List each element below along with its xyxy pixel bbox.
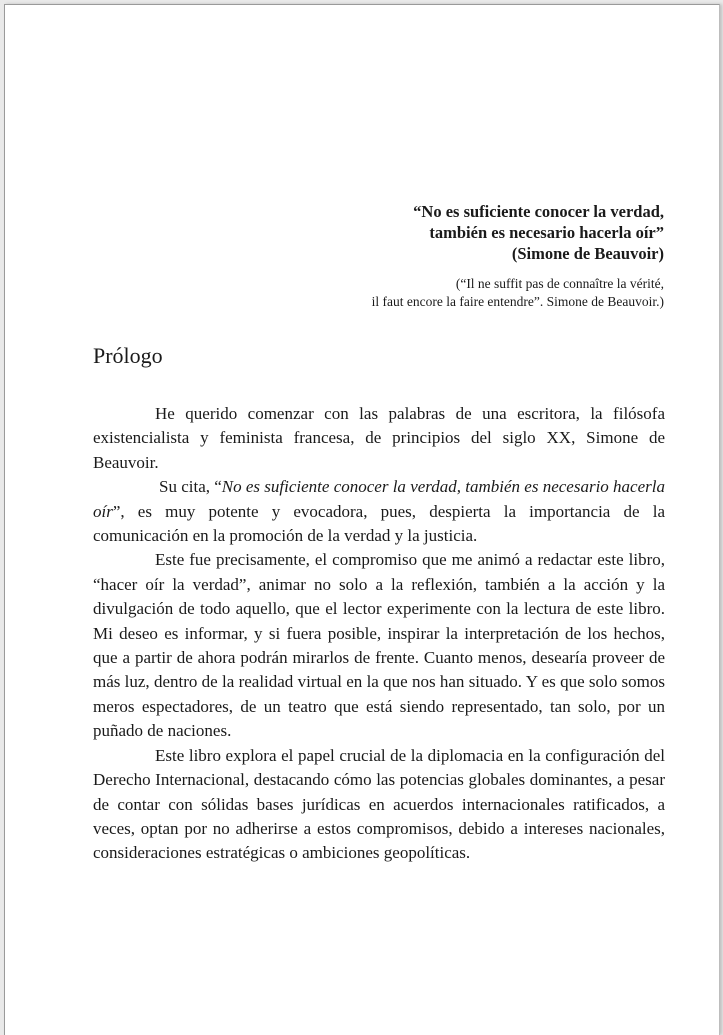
paragraph-4: Este libro explora el papel crucial de la diplomacia en la configuración del Derecho Internacional, destacando cómo las potencias globales dominantes, a pesar de contar con sólidas bases jurídicas en acuerdos internacionales ratificados, a veces, optan por no adherirse a estos compromisos, debido a intereses nacionales, consideraciones estratégicas o ambiciones geopolíticas.: [93, 745, 665, 863]
epigraph-line-2: también es necesario hacerla oír”: [429, 223, 664, 242]
epigraph-line-1: “No es suficiente conocer la verdad,: [413, 202, 664, 221]
chapter-heading: Prólogo: [93, 343, 163, 368]
paragraph-2-quote: No es suficiente conocer la verdad, también es necesario hacerla oír: [93, 477, 665, 521]
paragraph-3: Este fue precisamente, el compromiso que me animó a redactar este libro, “hacer oír la verdad”, animar no solo a la reflexión, también a la acción y la divulgación de todo aquello, que el lector experimente con la lectura de este libro. Mi deseo es informar, y si fuera posible, inspirar la interpretación de los hechos, que a partir de ahora podrán mirarlos de frente. Cuanto menos, desearía proveer de más luz, dentro de la realidad virtual en la que nos han situado. Y es que solo somos meros espectadores, de un teatro que está siendo representado, tan solo, por un puñado de naciones.: [93, 550, 665, 741]
translation-line-2: il faut encore la faire entendre”. Simone de Beauvoir.): [371, 294, 664, 309]
prologue-body: [93, 402, 665, 866]
epigraph-quote: [413, 201, 664, 264]
paragraph-1: He querido comenzar con las palabras de una escritora, la filósofa existencialista y feminista francesa, de principios del siglo XX, Simone de Beauvoir.: [93, 404, 665, 472]
translation-line-1: (“Il ne suffit pas de connaître la vérité,: [455, 276, 664, 291]
epigraph-translation: [372, 275, 664, 311]
document-page: [4, 4, 720, 1035]
paragraph-2-end: ”, es muy potente y evocadora, pues, despierta la importancia de la comunicación en la promoción de la verdad y la justicia.: [93, 501, 665, 546]
epigraph-author: (Simone de Beauvoir): [511, 244, 664, 263]
paragraph-2: [93, 475, 665, 548]
paragraph-2-start: Su cita, “: [159, 477, 222, 497]
